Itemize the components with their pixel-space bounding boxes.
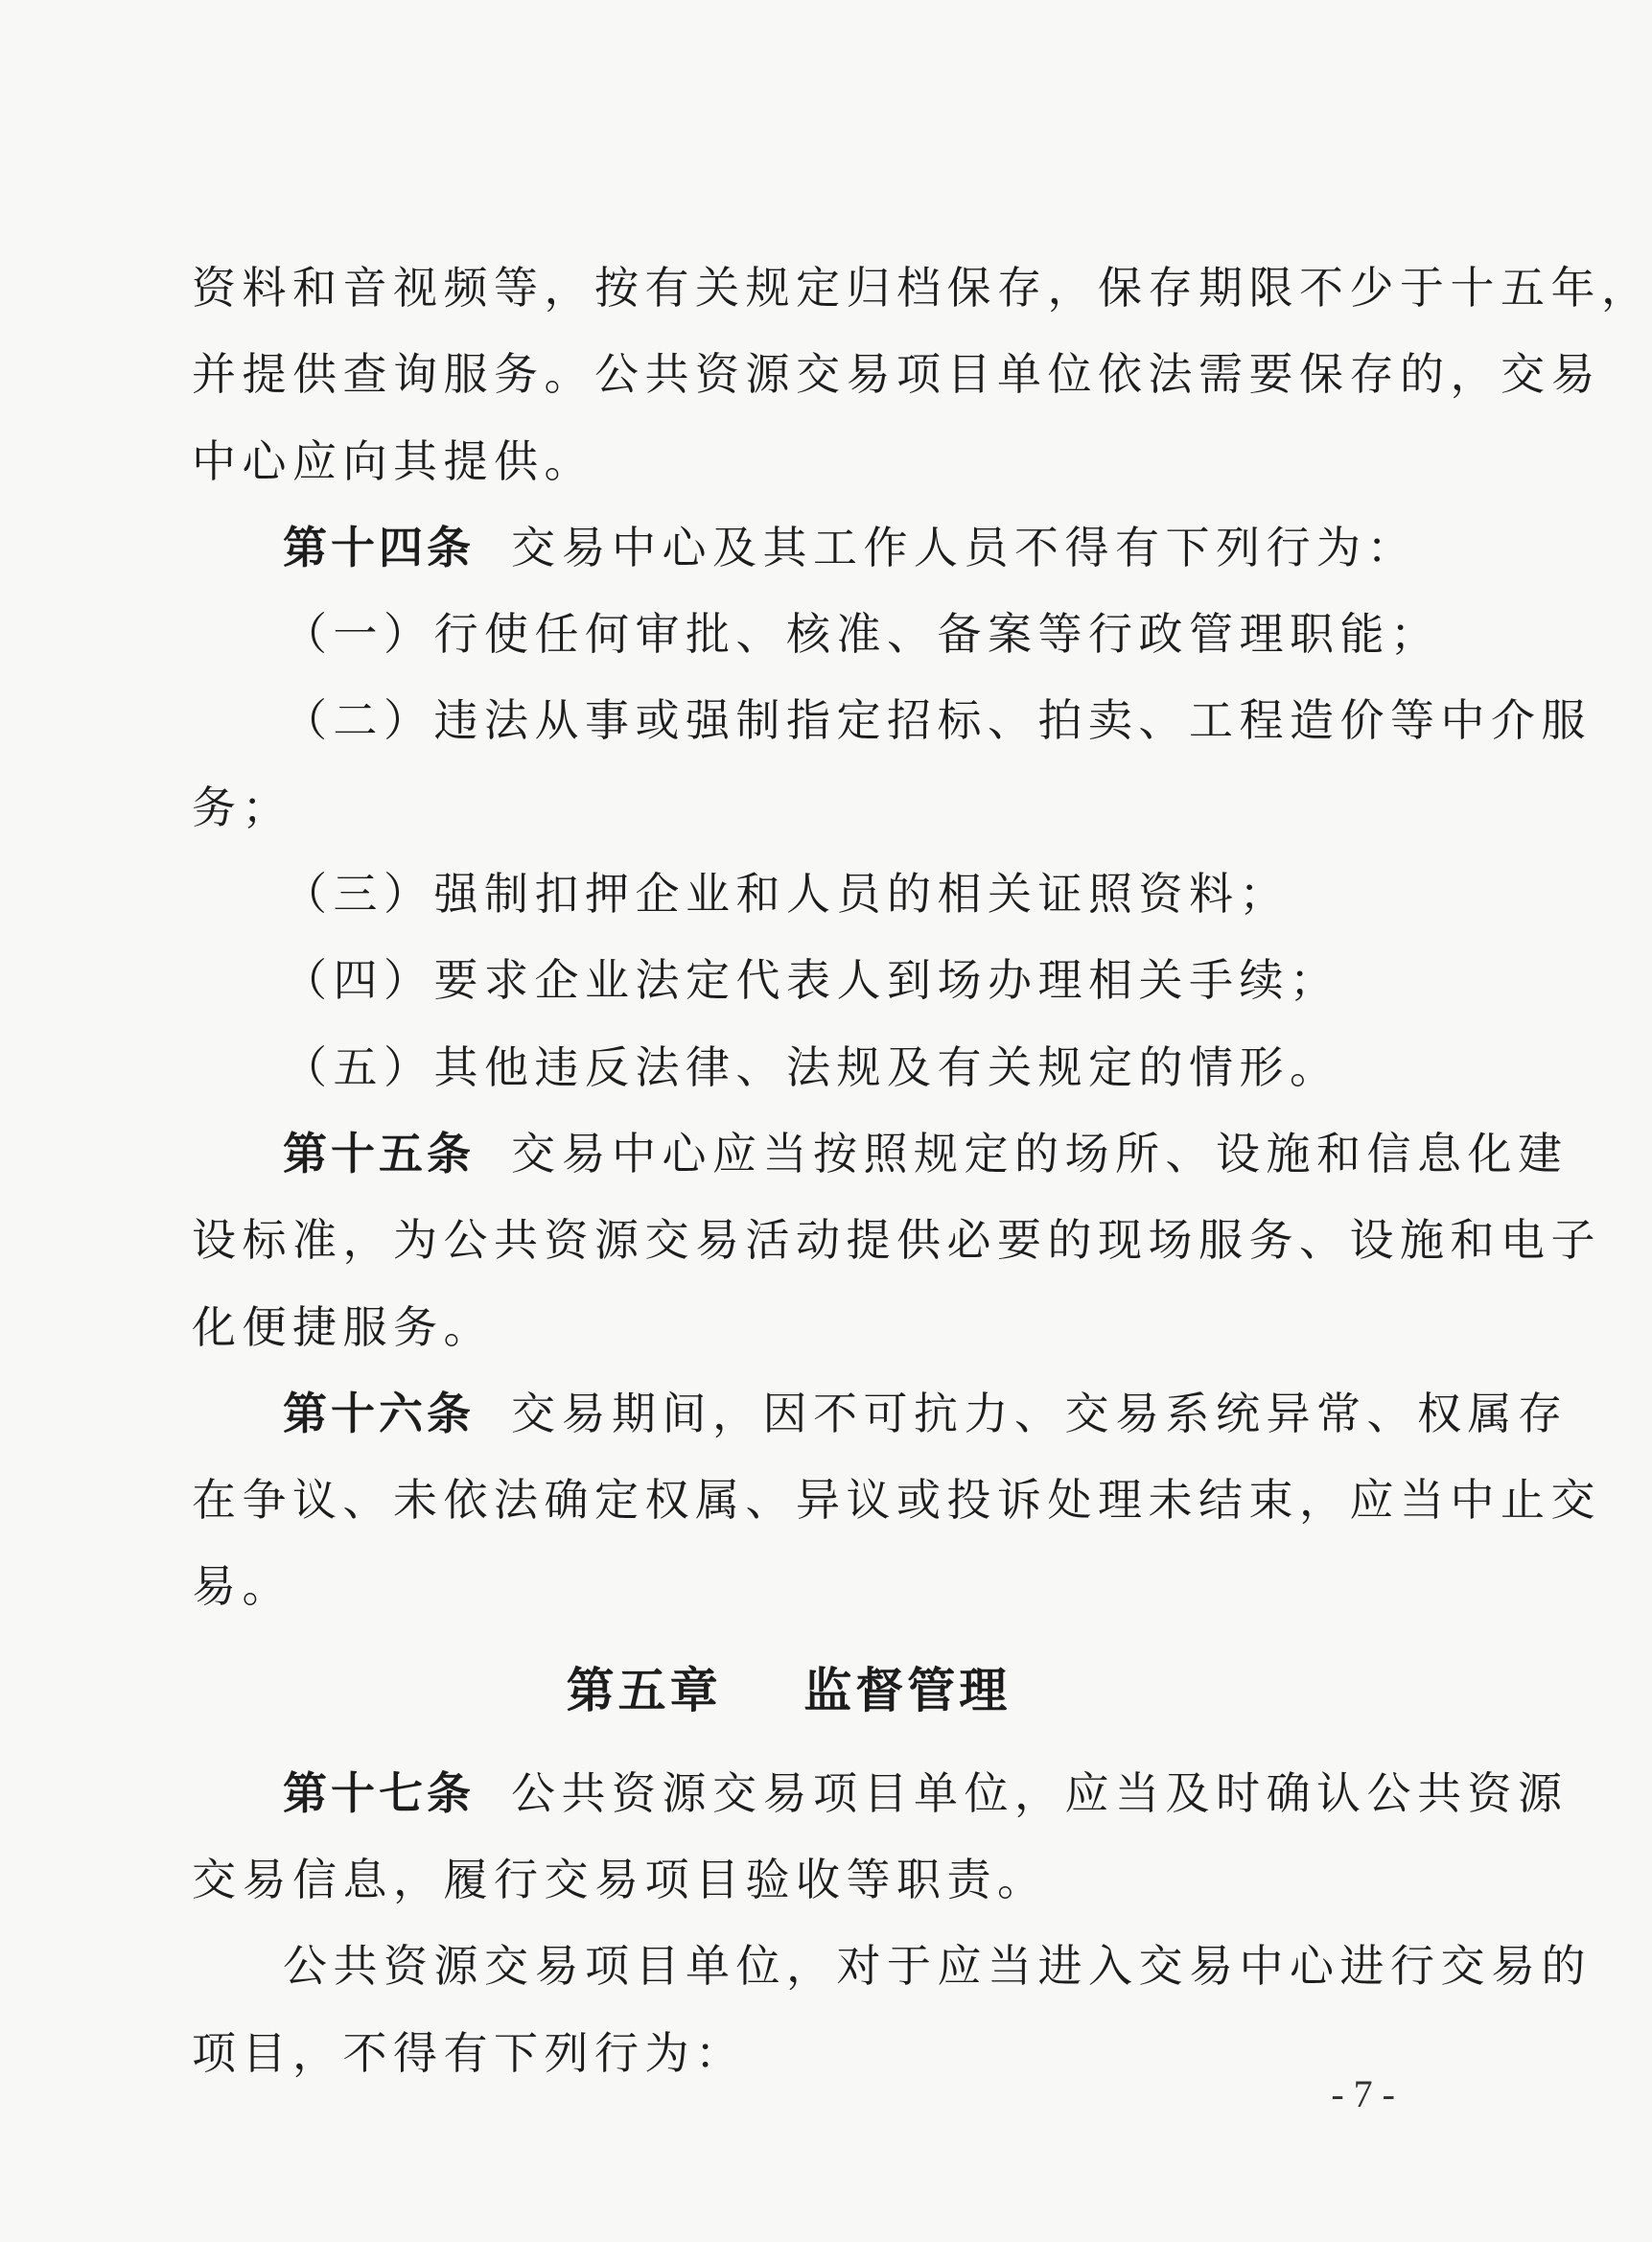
article-14 [192,504,1417,591]
text-line: 并提供查询服务。公共资源交易项目单位依法需要保存的，交易 [192,348,1601,401]
article-17-para2-cont: 项目，不得有下列行为： [192,2026,746,2079]
body-text [192,245,1652,2096]
article-17-label: 第十七条 [283,1766,475,1819]
article-16-text: 交易期间，因不可抗力、交易系统异常、权属存 [511,1387,1569,1439]
chapter-heading: 第五章 监督管理 [566,1661,1012,1718]
text-line: 资料和音视频等，按有关规定归档保存，保存期限不少于十五年， [192,262,1652,314]
article-16 [192,1370,1569,1457]
article-16-cont: 在争议、未依法确定权属、异议或投诉处理未结束，应当中止交 [192,1474,1601,1527]
article-14-item-3: （三）强制扣押企业和人员的相关证照资料； [283,868,1290,921]
article-15-cont: 化便捷服务。 [192,1300,494,1353]
text-line: 中心应向其提供。 [192,434,594,487]
article-17 [192,1750,1569,1836]
article-14-label: 第十四条 [283,521,475,573]
article-17-cont: 交易信息，履行交易项目验收等职责。 [192,1854,1048,1906]
article-15-cont: 设标准，为公共资源交易活动提供必要的现场服务、设施和电子 [192,1214,1601,1267]
article-17-text: 公共资源交易项目单位，应当及时确认公共资源 [511,1766,1569,1819]
article-14-item-5: （五）其他违反法律、法规及有关规定的情形。 [283,1040,1340,1093]
article-14-item-1: （一）行使任何审批、核准、备案等行政管理职能； [283,608,1441,661]
page-number: - 7 - [1331,2072,1395,2115]
article-16-label: 第十六条 [283,1387,475,1439]
article-14-text: 交易中心及其工作人员不得有下列行为： [511,521,1417,573]
article-14-item-4: （四）要求企业法定代表人到场办理相关手续； [283,954,1340,1007]
article-15-text: 交易中心应当按照规定的场所、设施和信息化建 [511,1127,1569,1179]
article-15-label: 第十五条 [283,1127,475,1179]
article-15 [192,1110,1569,1197]
article-16-cont: 易。 [192,1560,292,1613]
article-17-para2: 公共资源交易项目单位，对于应当进入交易中心进行交易的 [283,1940,1592,1993]
article-14-item-2-cont: 务； [192,781,292,833]
article-14-item-2: （二）违法从事或强制指定招标、拍卖、工程造价等中介服 [283,694,1592,747]
